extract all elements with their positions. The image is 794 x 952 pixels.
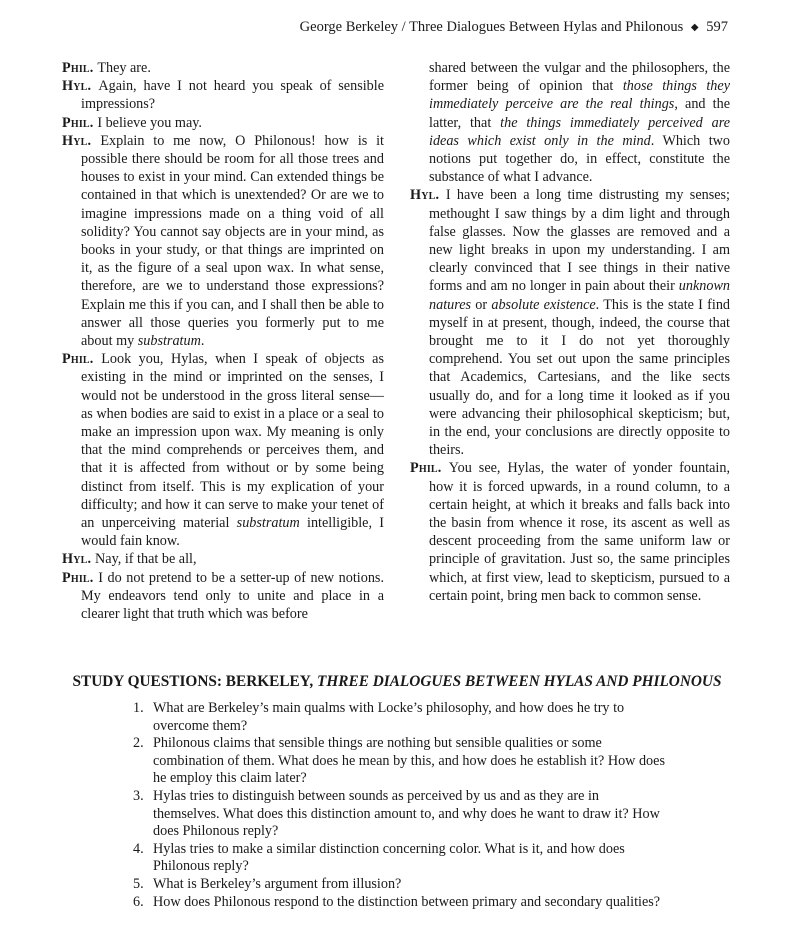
page-number: 597 bbox=[706, 19, 728, 35]
header-author: George Berkeley bbox=[299, 19, 399, 35]
question-text: How does Philonous respond to the distinction between primary and secondary qualities? bbox=[153, 893, 661, 910]
speaker-label: Phil. bbox=[62, 60, 94, 76]
emphasis-text: those things they immediately perceive are the real things bbox=[429, 78, 730, 113]
speaker-label: Hyl. bbox=[62, 132, 92, 149]
question-text: What are Berkeley’s main qualms with Locke’s philosophy, and how does he try to overcome them? bbox=[153, 700, 625, 734]
list-item bbox=[133, 876, 667, 894]
question-number: 1. bbox=[133, 700, 144, 716]
list-item bbox=[133, 894, 667, 912]
question-number: 4. bbox=[133, 840, 144, 857]
turn-text: You see, Hylas, the water of yonder fountain, how it is forced upwards, in a round column, to a certain height, at which it breaks and falls back into the basin from whence it rose, its ascent as well as descent proceeding from the same uniform law or principle of gravitation. Just so, the same principles which, at first view, lead to skepticism, pursued to a certain point, bring men back to common sense. bbox=[429, 460, 731, 604]
speaker-label: Hyl. bbox=[62, 78, 92, 95]
speaker-label: Hyl. bbox=[62, 551, 92, 568]
emphasis-text: absolute existence bbox=[491, 296, 596, 313]
speaker-label: Phil. bbox=[62, 569, 94, 586]
turn-text: . Which two notions put together do, in effect, constitute the substance of what I advance. bbox=[429, 132, 730, 186]
turn-text: . This is the state I find myself in at present, though, indeed, the course that brought me to it I do not yet thoroughly comprehend. You set out upon the same principles that Academics, Cartesians, and the like sects usually do, and for a long time it looked as if you were advancing their philosophical skepticism; but, in the end, your conclusions are directly opposite to theirs. bbox=[429, 296, 731, 459]
question-text: Philonous claims that sensible things are nothing but sensible qualities or some combination of them. What does he mean by this, and how does he establish it? How does he employ this claim later? bbox=[153, 735, 665, 787]
question-text: Hylas tries to distinguish between sounds as perceived by us and as they are in themselves. What does this distinction amount to, and why does he want to draw it? How does Philonous reply? bbox=[153, 787, 660, 840]
dialogue-turn bbox=[62, 132, 384, 350]
speaker-label: Hyl. bbox=[410, 187, 440, 204]
turn-text: shared between the vulgar and the philosophers, the former being of opinion that bbox=[429, 60, 730, 95]
question-text: Hylas tries to make a similar distinction concerning color. What is it, and how does Philonous reply? bbox=[153, 840, 625, 875]
dialogue-turn bbox=[410, 459, 730, 605]
header-work-title: Three Dialogues Between Hylas and Philonous bbox=[409, 19, 684, 35]
turn-text: Look you, Hylas, when I speak of objects as existing in the mind or imprinted on the senses, I would not be understood in the gross literal sense—as when bodies are said to exist in a place or a seal to make an impression upon wax. My meaning is only that the mind comprehends or perceives them, and that it is affected from without or by some being distinct from itself. This is my explication of your difficulty; and how it can serve to make your tenet of an unperceiving material bbox=[81, 351, 384, 532]
emphasis-text: the things immediately perceived are ideas which exist only in the mind bbox=[429, 114, 730, 149]
list-item bbox=[133, 788, 667, 841]
list-item bbox=[133, 841, 667, 876]
emphasis-text: unknown natures bbox=[429, 278, 730, 313]
dialogue-turn bbox=[62, 350, 384, 550]
turn-text: I do not pretend to be a setter-up of new notions. My endeavors tend only to unite and place in a clearer light that truth which was before bbox=[81, 569, 384, 623]
running-head bbox=[300, 19, 728, 36]
dialogue-turn bbox=[62, 550, 384, 568]
turn-text: or bbox=[471, 296, 492, 313]
turn-text: Nay, if that be all, bbox=[95, 551, 197, 568]
heading-prefix: STUDY QUESTIONS: BERKELEY, bbox=[72, 673, 318, 690]
turn-text-end: . bbox=[200, 333, 205, 350]
heading-work-title: THREE DIALOGUES BETWEEN HYLAS AND PHILONOUS bbox=[317, 673, 722, 690]
list-item bbox=[133, 700, 667, 735]
dialogue-continuation bbox=[410, 59, 730, 186]
dialogue-turn bbox=[62, 114, 384, 132]
question-number: 6. bbox=[133, 893, 144, 910]
header-separator: / bbox=[401, 19, 406, 35]
dialogue-turn bbox=[62, 77, 384, 113]
emphasis-text: substratum bbox=[236, 515, 300, 532]
speaker-label: Phil. bbox=[410, 460, 442, 477]
speaker-label: Phil. bbox=[62, 351, 94, 368]
turn-text: I have been a long time distrusting my senses; methought I saw things by a dim light and through false glasses. Now the glasses are removed and a new light breaks in upon my understanding. I am clearly convinced that I see things in their native forms and am no longer in pain about their bbox=[429, 187, 730, 295]
question-number: 5. bbox=[133, 875, 144, 892]
emphasis-text: substratum bbox=[137, 333, 201, 350]
dialogue-turn bbox=[62, 59, 384, 77]
list-item bbox=[133, 735, 667, 788]
turn-text: I believe you may. bbox=[97, 114, 202, 131]
question-number: 3. bbox=[133, 787, 144, 804]
turn-text: Explain to me now, O Philonous! how is it possible there should be room for all those trees and houses to exist in your mind. Can extended things be contained in that which is unextended? Or are we to imagine impressions made on a thing void of all solidity? You cannot say objects are in your mind, as books in your study, or that things are imprinted on it, as the figure of a seal upon wax. In what sense, therefore, are we to understand those expressions? Explain me this if you can, and I shall then be able to answer all those queries you formerly put to me about my bbox=[81, 132, 384, 350]
dialogue-turn bbox=[62, 569, 384, 624]
turn-text: , and the latter, that bbox=[429, 96, 730, 131]
diamond-icon: ◆ bbox=[690, 22, 699, 33]
left-column bbox=[62, 59, 384, 623]
turn-text-end: intelligible, I would fain know. bbox=[81, 515, 384, 550]
speaker-label: Phil. bbox=[62, 114, 94, 131]
question-number: 2. bbox=[133, 735, 144, 752]
question-text: What is Berkeley’s argument from illusion? bbox=[153, 875, 402, 892]
turn-text: Again, have I not heard you speak of sensible impressions? bbox=[81, 78, 384, 113]
study-questions-heading bbox=[0, 673, 794, 691]
turn-text: They are. bbox=[97, 60, 151, 76]
study-questions-list bbox=[133, 700, 667, 911]
dialogue-turn bbox=[410, 186, 730, 459]
right-column bbox=[410, 59, 730, 605]
